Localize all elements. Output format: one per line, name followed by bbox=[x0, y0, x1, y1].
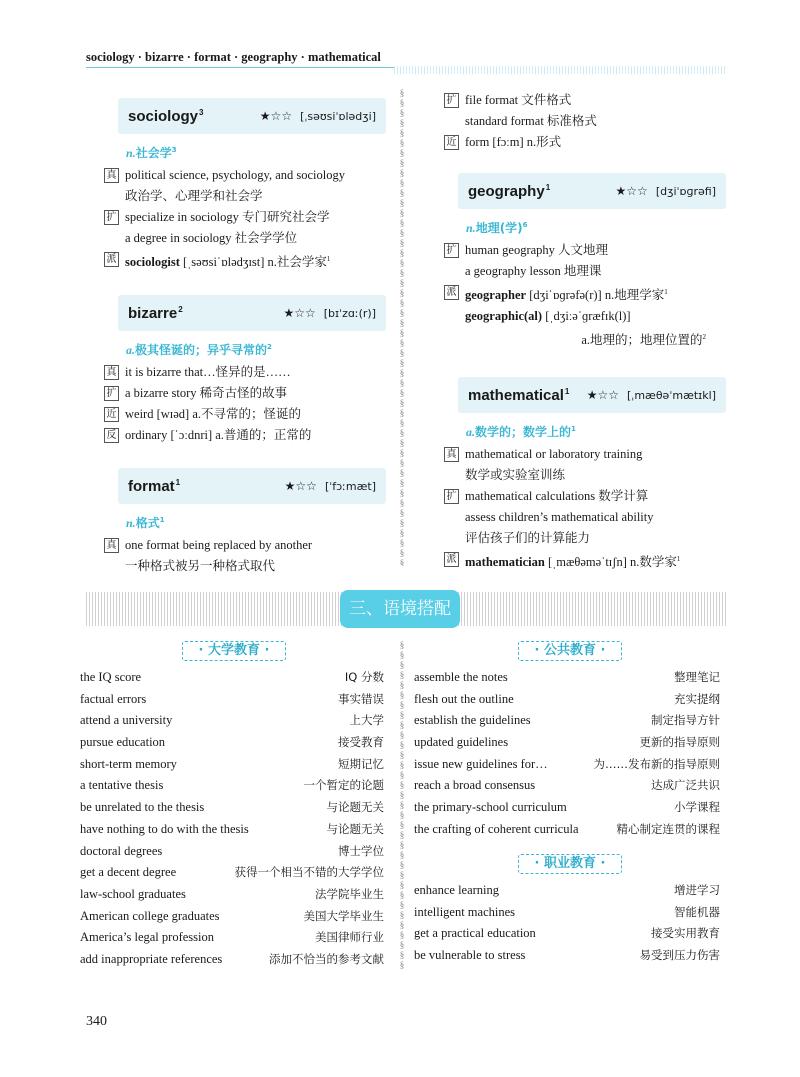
headword-box bbox=[458, 173, 726, 209]
collocation-en: flesh out the outline bbox=[414, 691, 514, 706]
entry-line bbox=[444, 240, 726, 261]
collocation-zh: 达成广泛共识 bbox=[651, 778, 720, 793]
entry-tag: 派 bbox=[104, 252, 119, 267]
entry-subline: 评估孩子们的计算能力 bbox=[465, 531, 591, 546]
headword: sociology$^3$ bbox=[128, 107, 204, 125]
collocation-zh: 整理笔记 bbox=[674, 670, 720, 684]
collocation-row bbox=[414, 754, 720, 776]
phonetic: [ˌsəʊsiˈɒlədʒi] bbox=[300, 109, 376, 123]
collocation-row bbox=[80, 797, 384, 819]
collocation-row bbox=[80, 754, 384, 776]
column-divider: § § § § § § § § § § § § § § § § § § § § § § § § § § § § § § § § § § § § § § § § § § § § § § § § bbox=[399, 88, 405, 566]
heading-public-education: · 公共教育 · bbox=[518, 641, 622, 661]
entry-tag: 反 bbox=[104, 428, 119, 443]
entry-bizarre bbox=[104, 295, 386, 446]
pos-abbr: a. bbox=[126, 343, 135, 358]
footnote-mark: 1 bbox=[326, 255, 331, 263]
entry-text: specialize in sociology 专门研究社会学 bbox=[125, 210, 330, 224]
phonetic: [ˈfɔːmæt] bbox=[324, 479, 376, 493]
section-title: 三、语境搭配 bbox=[340, 590, 460, 628]
collocation-en: enhance learning bbox=[414, 883, 500, 897]
collocation-zh: 增进学习 bbox=[674, 883, 720, 897]
collocation-en: updated guidelines bbox=[414, 735, 509, 750]
collocation-row bbox=[414, 945, 720, 967]
collocation-zh: 充实提纲 bbox=[674, 691, 720, 706]
collocation-zh: 易受到压力伤害 bbox=[639, 948, 720, 963]
entry-mathematical bbox=[444, 377, 726, 573]
entry-tag: 真 bbox=[104, 365, 119, 380]
entry-sociology bbox=[104, 98, 386, 273]
footnote-mark: 1 bbox=[664, 288, 668, 296]
frequency-stars: ★☆☆ bbox=[284, 478, 317, 493]
collocation-zh: 制定指导方针 bbox=[651, 713, 720, 728]
collocation-row bbox=[80, 689, 384, 711]
footnote-mark: 3 bbox=[171, 146, 177, 154]
collocation-en: the primary-school curriculum bbox=[414, 800, 567, 815]
entry-text: political science, psychology, and sociology bbox=[125, 168, 345, 182]
collocation-row bbox=[80, 819, 384, 841]
collocation-en: doctoral degrees bbox=[80, 843, 163, 858]
entry-subline: geographic(al) [ˌdʒiːəˈɡræfɪk(l)] bbox=[465, 309, 631, 324]
collocation-zh: 上大学 bbox=[349, 713, 384, 728]
footnote-mark: 1 bbox=[564, 386, 570, 396]
frequency-stars: ★☆☆ bbox=[259, 108, 293, 123]
phonetic: [dʒiˈɒɡrəfi] bbox=[655, 184, 716, 198]
entry-text: sociologist [ˌsəʊsiˈɒlədʒɪst] n.社会学家$^1$ bbox=[125, 255, 331, 270]
derived-word: sociologist bbox=[125, 255, 180, 270]
entry-text: human geography 人文地理 bbox=[465, 243, 609, 257]
entry-line bbox=[104, 425, 386, 446]
footnote-mark: 1 bbox=[545, 182, 551, 192]
collocation-zh: 精心制定连贯的课程 bbox=[616, 821, 720, 836]
collocation-en: pursue education bbox=[80, 735, 166, 750]
collocation-row bbox=[80, 927, 384, 949]
footnote-mark: 1 bbox=[159, 516, 165, 525]
entry-tag: 真 bbox=[104, 168, 119, 183]
collocation-zh: 为……发布新的指导原则 bbox=[593, 756, 720, 771]
footnote-mark: 2 bbox=[267, 343, 272, 352]
collocation-row bbox=[414, 923, 720, 945]
collocation-en: assemble the notes bbox=[414, 670, 508, 684]
collocation-zh: 小学课程 bbox=[674, 800, 720, 815]
footnote-mark: 1 bbox=[571, 425, 576, 434]
collocation-zh: 接受实用教育 bbox=[651, 926, 720, 941]
entry-subline: 数学或实验室训练 bbox=[465, 468, 566, 483]
collocation-zh: 一个暂定的论题 bbox=[303, 778, 384, 793]
entry-text: file format 文件格式 bbox=[465, 93, 572, 107]
entry-tag: 派 bbox=[444, 552, 459, 567]
collocation-row bbox=[80, 862, 384, 884]
collocation-row bbox=[414, 797, 720, 819]
footnote-mark: 1 bbox=[676, 555, 681, 564]
entry-text: mathematician [ˌmæθəməˈtɪʃn] n.数学家$^1$ bbox=[465, 555, 681, 570]
entry-format bbox=[104, 468, 386, 577]
entry-geography bbox=[444, 173, 726, 351]
header-band bbox=[394, 66, 727, 74]
footnote-mark: 2 bbox=[702, 333, 706, 342]
entry-text: it is bizarre that…怪异的是…… bbox=[125, 365, 291, 380]
part-of-speech: a.极其怪诞的；异乎寻常的$^2$ bbox=[126, 343, 272, 358]
collocation-row bbox=[414, 689, 720, 711]
frequency-stars: ★☆☆ bbox=[283, 305, 316, 320]
entry-text: ordinary [ˈɔːdnri] a.普通的；正常的 bbox=[125, 428, 312, 443]
collocations-vocational bbox=[414, 880, 720, 967]
part-of-speech: a.数学的；数学上的$^1$ bbox=[466, 425, 576, 440]
right-column bbox=[444, 90, 726, 573]
headword: format$^1$ bbox=[128, 477, 181, 495]
collocation-row bbox=[414, 710, 720, 732]
entry-tag: 扩 bbox=[444, 489, 459, 504]
entry-tag: 近 bbox=[104, 407, 119, 422]
headword: bizarre$^2$ bbox=[128, 304, 183, 322]
entry-line bbox=[104, 362, 386, 383]
collocation-zh: 美国律师行业 bbox=[315, 930, 384, 945]
collocations-public bbox=[414, 667, 720, 841]
collocation-row bbox=[80, 710, 384, 732]
pos-abbr: n. bbox=[126, 146, 136, 160]
entry-text: mathematical calculations 数学计算 bbox=[465, 489, 649, 504]
entry-subline: standard format 标准格式 bbox=[465, 114, 597, 128]
footnote-mark: 6 bbox=[522, 221, 528, 229]
frequency-stars: ★☆☆ bbox=[615, 183, 648, 198]
collocation-en: the IQ score bbox=[80, 670, 142, 684]
collocation-en: reach a broad consensus bbox=[414, 778, 536, 793]
collocation-row bbox=[414, 732, 720, 754]
collocation-en: have nothing to do with the thesis bbox=[80, 821, 249, 836]
collocation-en: get a decent degree bbox=[80, 865, 177, 880]
entry-line bbox=[104, 249, 386, 273]
entry-format-continued bbox=[444, 90, 726, 153]
entry-text: a bizarre story 稀奇古怪的故事 bbox=[125, 386, 288, 401]
collocation-row bbox=[80, 906, 384, 928]
collocation-en: law-school graduates bbox=[80, 886, 186, 901]
collocation-row bbox=[414, 902, 720, 924]
collocation-en: be unrelated to the thesis bbox=[80, 800, 205, 815]
derived-word: geographer bbox=[465, 288, 527, 303]
collocation-row bbox=[414, 667, 720, 689]
collocation-row bbox=[414, 819, 720, 841]
collocation-zh: 短期记忆 bbox=[338, 756, 384, 771]
entry-tag: 扩 bbox=[444, 243, 459, 258]
part-of-speech: n.地理(学)$^6$ bbox=[466, 221, 528, 235]
headword: geography$^1$ bbox=[468, 182, 551, 200]
entry-line bbox=[444, 282, 726, 306]
collocation-row bbox=[80, 775, 384, 797]
collocation-en: issue new guidelines for… bbox=[414, 756, 548, 771]
entry-line bbox=[104, 165, 386, 186]
entry-text: mathematical or laboratory training bbox=[465, 447, 643, 462]
derived-word: mathematician bbox=[465, 555, 545, 570]
entry-subline: a degree in sociology 社会学学位 bbox=[125, 231, 298, 245]
entry-tag: 真 bbox=[444, 447, 459, 462]
collocation-en: factual errors bbox=[80, 691, 147, 706]
collocation-zh: 更新的指导原则 bbox=[639, 735, 720, 750]
collocation-zh: 与论题无关 bbox=[326, 800, 384, 815]
entry-tag: 真 bbox=[104, 538, 119, 553]
entry-text: form [fɔːm] n.形式 bbox=[465, 135, 562, 149]
collocation-zh: 法学院毕业生 bbox=[315, 886, 384, 901]
collocation-en: the crafting of coherent curricula bbox=[414, 821, 579, 836]
footnote-mark: 3 bbox=[199, 107, 204, 117]
entry-line bbox=[444, 486, 726, 507]
collocation-row bbox=[414, 880, 720, 902]
collocation-row bbox=[80, 667, 384, 689]
entry-line bbox=[444, 549, 726, 573]
entry-subline: a geography lesson 地理课 bbox=[465, 264, 602, 278]
part-of-speech: n.格式$^1$ bbox=[126, 516, 165, 531]
entry-tag: 派 bbox=[444, 285, 459, 300]
collocation-zh: IQ 分数 bbox=[344, 670, 384, 684]
collocation-zh: 接受教育 bbox=[338, 735, 384, 750]
frequency-stars: ★☆☆ bbox=[586, 387, 619, 402]
pos-abbr: n. bbox=[126, 516, 136, 531]
phonetic: [bɪˈzɑː(r)] bbox=[323, 306, 376, 320]
collocation-en: be vulnerable to stress bbox=[414, 948, 526, 963]
collocation-zh: 博士学位 bbox=[338, 843, 384, 858]
running-head: sociology · bizarre · format · geography · mathematical bbox=[86, 50, 381, 64]
collocation-en: America’s legal profession bbox=[80, 930, 214, 945]
entry-text: one format being replaced by another bbox=[125, 538, 313, 553]
entry-line bbox=[444, 90, 726, 111]
footnote-mark: 1 bbox=[175, 477, 181, 487]
collocation-zh: 获得一个相当不错的大学学位 bbox=[234, 865, 384, 880]
collocation-en: a tentative thesis bbox=[80, 778, 164, 793]
entry-line bbox=[104, 535, 386, 556]
collocation-row bbox=[80, 841, 384, 863]
collocation-en: attend a university bbox=[80, 713, 173, 728]
entry-tag: 近 bbox=[444, 135, 459, 150]
collocation-zh: 美国大学毕业生 bbox=[303, 908, 384, 923]
collocation-row bbox=[80, 732, 384, 754]
entry-subline: a.地理的；地理位置的$^2$ bbox=[581, 333, 706, 348]
collocation-en: get a practical education bbox=[414, 926, 536, 941]
headword-box bbox=[458, 377, 726, 413]
entry-line bbox=[104, 404, 386, 425]
collocation-zh: 事实错误 bbox=[338, 691, 384, 706]
heading-university-education: · 大学教育 · bbox=[182, 641, 286, 661]
collocation-row bbox=[80, 884, 384, 906]
headword-box bbox=[118, 295, 386, 331]
collocation-en: American college graduates bbox=[80, 908, 220, 923]
entry-line bbox=[444, 444, 726, 465]
entry-text: geographer [dʒiˈɒɡrəfə(r)] n.地理学家$^1$ bbox=[465, 288, 668, 303]
entry-tag: 扩 bbox=[104, 386, 119, 401]
collocation-zh: 智能机器 bbox=[674, 904, 720, 919]
phonetic: [ˌmæθəˈmætɪkl] bbox=[627, 388, 716, 402]
pos-abbr: n. bbox=[466, 221, 476, 235]
collocation-row bbox=[414, 775, 720, 797]
headword-box bbox=[118, 98, 386, 134]
derived-word: geographic(al) bbox=[465, 309, 543, 324]
headword-box bbox=[118, 468, 386, 504]
page-number: 340 bbox=[86, 1014, 107, 1029]
collocation-divider: § § § § § § § § § § § § § § § § § § § § § § § § § § § § § § § § § bbox=[399, 640, 405, 970]
left-column bbox=[104, 90, 386, 577]
entry-text: weird [wɪəd] a.不寻常的；怪诞的 bbox=[125, 407, 302, 422]
entry-line bbox=[444, 132, 726, 153]
heading-vocational-education: · 职业教育 · bbox=[518, 854, 622, 874]
collocations-university bbox=[80, 667, 384, 971]
collocation-row bbox=[80, 949, 384, 971]
headword: mathematical$^1$ bbox=[468, 386, 570, 404]
entry-subline: 一种格式被另一种格式取代 bbox=[125, 559, 276, 574]
collocation-zh: 添加不恰当的参考文献 bbox=[269, 951, 384, 966]
collocation-en: establish the guidelines bbox=[414, 713, 531, 728]
collocation-zh: 与论题无关 bbox=[326, 821, 384, 836]
collocation-en: short-term memory bbox=[80, 756, 177, 771]
entry-subline: 政治学、心理学和社会学 bbox=[125, 189, 263, 203]
entry-line bbox=[104, 207, 386, 228]
entry-tag: 扩 bbox=[444, 93, 459, 108]
entry-subline: assess children’s mathematical ability bbox=[465, 510, 654, 525]
entry-tag: 扩 bbox=[104, 210, 119, 225]
footnote-mark: 2 bbox=[178, 304, 183, 314]
collocation-en: add inappropriate references bbox=[80, 951, 223, 966]
collocation-en: intelligent machines bbox=[414, 904, 516, 919]
entry-line bbox=[104, 383, 386, 404]
part-of-speech: n.社会学$^3$ bbox=[126, 146, 177, 160]
pos-abbr: a. bbox=[466, 425, 475, 440]
